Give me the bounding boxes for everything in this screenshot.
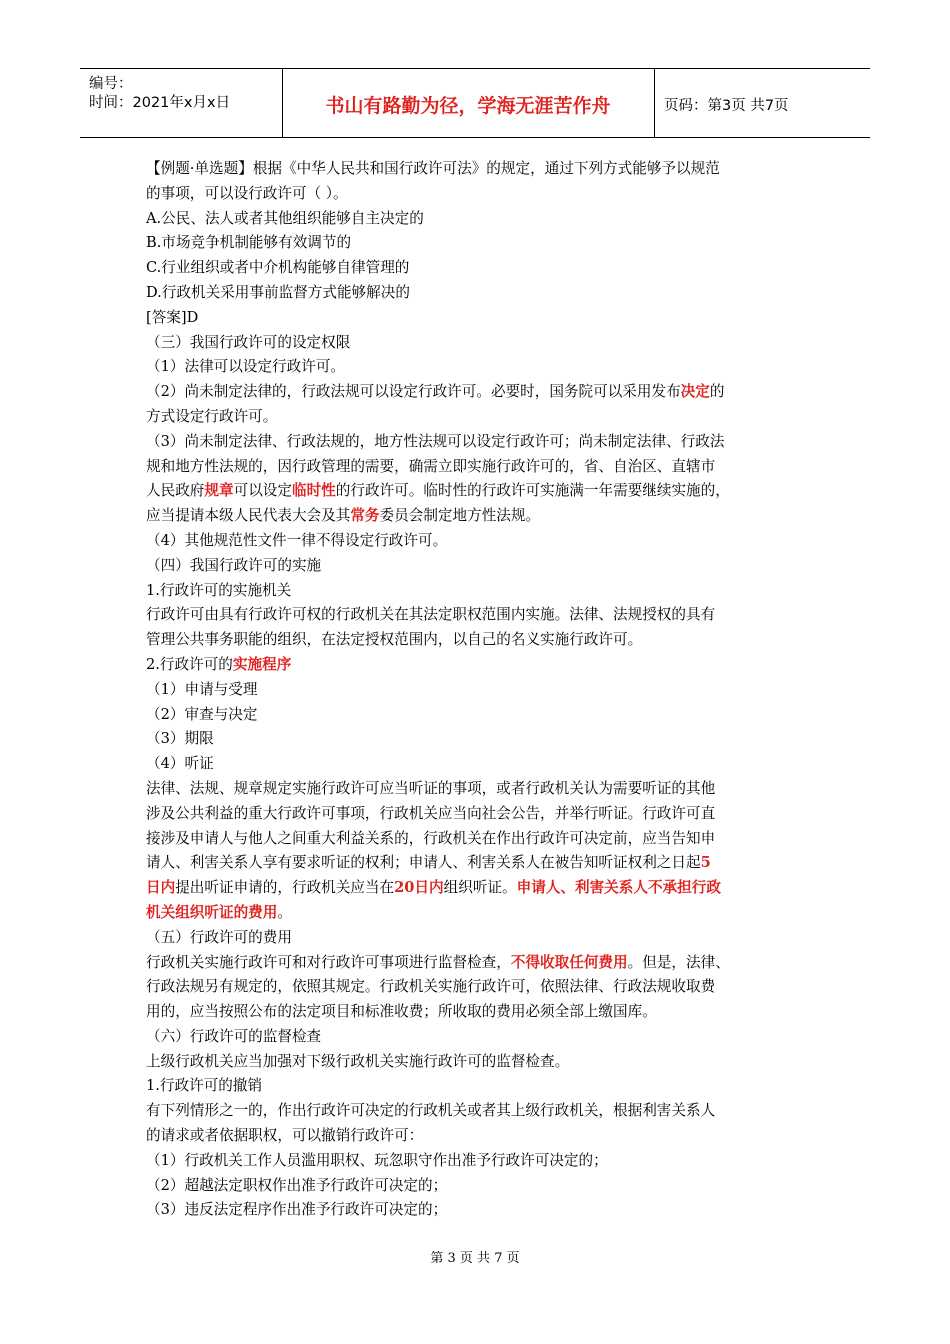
paragraph-line: [146, 901, 811, 926]
paragraph-line: 规和地方性法规的，因行政管理的需要，确需立即实施行政许可的，省、自治区、直辖市: [146, 457, 716, 475]
question-line: 的事项，可以设行政许可（ ）。: [146, 184, 348, 202]
text-run: 2.行政许可的: [146, 655, 233, 673]
document-body: [146, 157, 811, 1223]
text-run: 。: [277, 903, 292, 921]
option-c: C.行业组织或者中介机构能够自律管理的: [146, 259, 410, 277]
paragraph-line: [146, 851, 811, 876]
section-heading: （六）行政许可的监督检查: [146, 1027, 322, 1045]
header-middle-cell: [282, 69, 655, 137]
list-item: （4）听证: [146, 755, 214, 773]
paragraph-line: [146, 380, 811, 405]
highlight-text: 规章: [204, 482, 234, 500]
text-run: 的: [709, 383, 725, 401]
text-run: 组织听证。: [443, 879, 517, 897]
paragraph-line: [146, 951, 811, 976]
paragraph-line: [146, 479, 811, 504]
paragraph-line: 用的，应当按照公布的法定项目和标准收费；所收取的费用必须全部上缴国库。: [146, 1003, 657, 1021]
paragraph-line: （1）法律可以设定行政许可。: [146, 358, 346, 376]
highlight-text: 日内: [146, 879, 176, 897]
header-right-cell: [655, 69, 870, 137]
text-run: 请人、利害关系人享有要求听证的权利；申请人、利害关系人在被告知听证权利之日起: [146, 854, 701, 872]
highlight-text: 申请人、利害关系人不承担行政: [516, 879, 721, 897]
paragraph-line: 方式设定行政许可。: [146, 407, 278, 425]
list-item: （2）超越法定职权作出准予行政许可决定的；: [146, 1176, 448, 1194]
text-run: 委员会制定地方性法规。: [379, 507, 541, 525]
answer-line: [答案]D: [146, 308, 199, 326]
section-heading: （三）我国行政许可的设定权限: [146, 333, 351, 351]
text-run: 人民政府: [146, 482, 205, 500]
text-run: 。但是，法律、: [627, 953, 730, 971]
paragraph-line: 接涉及申请人与他人之间重大利益关系的，行政机关在作出行政许可决定前，应当告知申: [146, 829, 716, 847]
paragraph-line: （3）尚未制定法律、行政法规的，地方性法规可以设定行政许可；尚未制定法律、行政法: [146, 432, 725, 450]
page-footer: 第 3 页 共 7 页: [430, 1251, 520, 1266]
subsection-heading: 1.行政许可的撤销: [146, 1077, 263, 1095]
list-item: （3）期限: [146, 730, 214, 748]
highlight-text: 20日内: [394, 879, 444, 897]
highlight-text: 常务: [350, 507, 380, 525]
question-line: 【例题·单选题】根据《中华人民共和国行政许可法》的规定，通过下列方式能够予以规范: [146, 160, 720, 177]
paragraph-line: 行政许可由具有行政许可权的行政机关在其法定职权范围内实施。法律、法规授权的具有: [146, 606, 716, 624]
text-run: 提出听证申请的，行政机关应当在: [175, 879, 395, 897]
highlight-text: 临时性: [291, 482, 336, 500]
paragraph-line: [146, 504, 811, 529]
list-item: （1）申请与受理: [146, 680, 258, 698]
text-run: 可以设定: [233, 482, 292, 500]
list-item: （1）行政机关工作人员滥用职权、玩忽职守作出准予行政许可决定的；: [146, 1151, 608, 1169]
section-heading: （五）行政许可的费用: [146, 928, 292, 946]
highlight-text: 机关组织听证的费用: [146, 903, 278, 921]
highlight-text: 决定: [680, 383, 710, 401]
document-time-label: 时间：2021年x月x日: [89, 95, 231, 111]
paragraph-line: 行政法规另有规定的，依照其规定。行政机关实施行政许可，依照法律、行政法规收取费: [146, 978, 716, 996]
subsection-heading: 1.行政许可的实施机关: [146, 581, 292, 599]
paragraph-line: （4）其他规范性文件一律不得设定行政许可。: [146, 531, 448, 549]
header-page-code: 页码：第3页 共7页: [664, 98, 789, 114]
text-run: （2）尚未制定法律的，行政法规可以设定行政许可。必要时，国务院可以采用发布: [146, 383, 681, 401]
highlight-text: 实施程序: [232, 655, 292, 673]
paragraph-line: 有下列情形之一的，作出行政许可决定的行政机关或者其上级行政机关，根据利害关系人: [146, 1102, 716, 1120]
header-motto: 书山有路勤为径，学海无涯苦作舟: [325, 95, 611, 117]
option-d: D.行政机关采用事前监督方式能够解决的: [146, 283, 410, 301]
list-item: （3）违反法定程序作出准予行政许可决定的；: [146, 1201, 448, 1219]
paragraph-line: 管理公共事务职能的组织，在法定授权范围内，以自己的名义实施行政许可。: [146, 631, 643, 649]
paragraph-line: [146, 876, 811, 901]
section-heading: （四）我国行政许可的实施: [146, 556, 322, 574]
option-a: A.公民、法人或者其他组织能够自主决定的: [146, 209, 424, 227]
highlight-text: 5: [700, 854, 711, 872]
paragraph-line: 涉及公共利益的重大行政许可事项，行政机关应当向社会公告，并举行听证。行政许可直: [146, 804, 716, 822]
document-number-label: 编号：: [89, 76, 133, 92]
text-run: 的行政许可。临时性的行政许可实施满一年需要继续实施的，: [335, 482, 730, 500]
text-run: 行政机关实施行政许可和对行政许可事项进行监督检查，: [146, 953, 511, 971]
paragraph-line: 法律、法规、规章规定实施行政许可应当听证的事项，或者行政机关认为需要听证的其他: [146, 779, 716, 797]
list-item: （2）审查与决定: [146, 705, 258, 723]
page-header: [80, 68, 870, 138]
paragraph-line: 上级行政机关应当加强对下级行政机关实施行政许可的监督检查。: [146, 1052, 570, 1070]
option-b: B.市场竞争机制能够有效调节的: [146, 234, 352, 252]
text-run: 应当提请本级人民代表大会及其: [146, 507, 351, 525]
paragraph-line: 的请求或者依据职权，可以撤销行政许可：: [146, 1127, 424, 1145]
subsection-heading: [146, 653, 811, 678]
header-left-cell: [80, 69, 283, 137]
highlight-text: 不得收取任何费用: [510, 953, 628, 971]
